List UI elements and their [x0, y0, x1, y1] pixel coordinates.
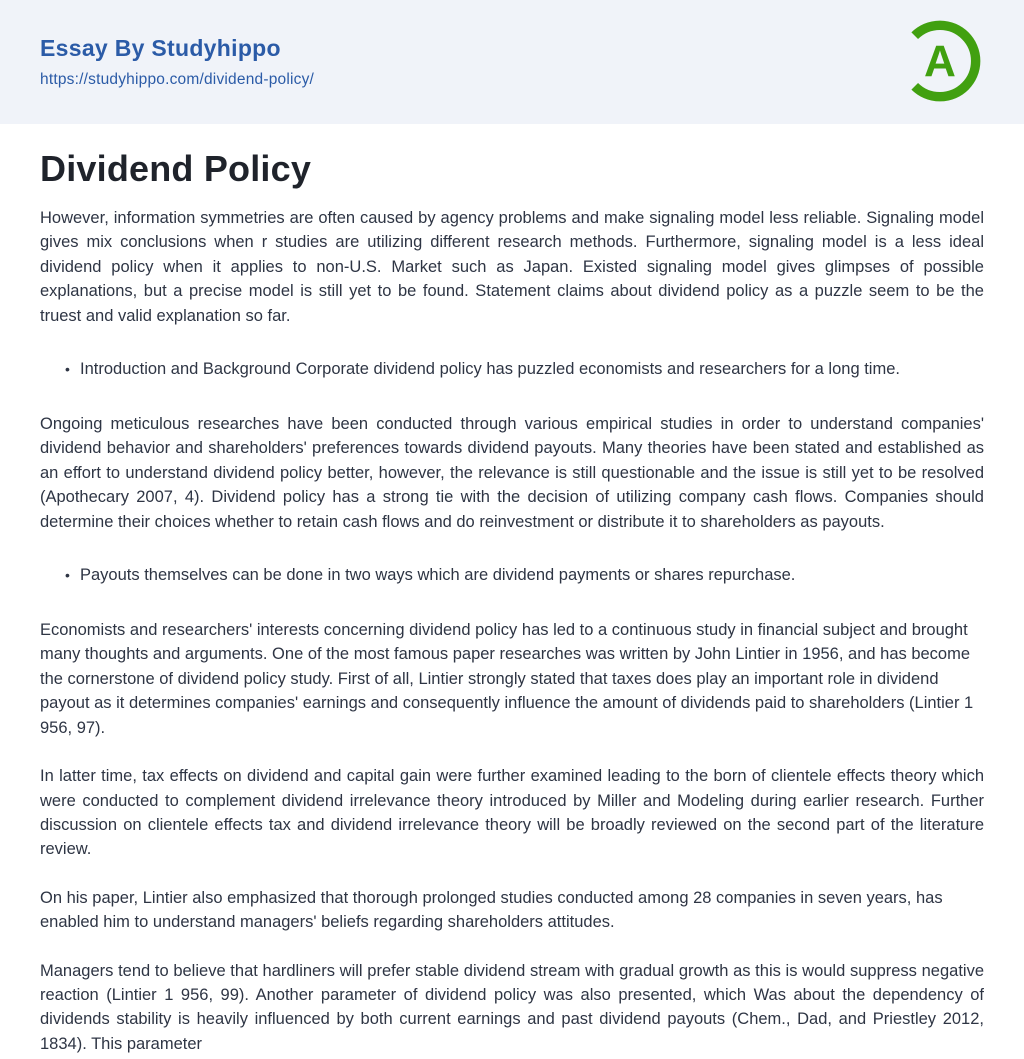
bullet-list	[40, 356, 984, 382]
page-title: Dividend Policy	[40, 148, 312, 189]
essay-content	[0, 124, 1024, 1056]
essay-paragraph: However, information symmetries are often caused by agency problems and make signaling model less reliable. Signaling model gives mix conclusions when r studies are utilizing different research methods. Furthermore, signaling model is a less ideal dividend policy when it applies to non-U.S. Market such as Japan. Existed signaling model gives glimpses of possible explanations, but a precise model is still yet to be found. Statement claims about dividend policy as a puzzle seem to be the truest and valid explanation so far.	[40, 209, 984, 325]
page-header	[0, 0, 1024, 124]
source-url-link[interactable]: https://studyhippo.com/dividend-policy/	[40, 71, 315, 88]
studyhippo-logo	[893, 14, 987, 108]
list-item	[65, 562, 984, 588]
logo-circle-icon	[893, 14, 987, 108]
bullet-list	[40, 562, 984, 588]
bullet-dot-icon: •	[65, 567, 70, 584]
essay-paragraph: Ongoing meticulous researches have been conducted through various empirical studies in order to understand companies' dividend behavior and shareholders' preferences towards dividend payouts. Many theories have been stated and established as an effort to understand dividend policy better, however, the relevance is still questionable and the issue is still yet to be resolved (Apothecary 2007, 4). Dividend policy has a strong tie with the decision of utilizing company cash flows. Companies should determine their choices whether to retain cash flows and do reinvestment or distribute it to shareholders as payouts.	[40, 415, 984, 531]
list-item	[65, 356, 984, 382]
site-title: Essay By Studyhippo	[40, 35, 281, 61]
bullet-dot-icon: •	[65, 361, 70, 378]
essay-paragraph: Economists and researchers' interests concerning dividend policy has led to a continuous study in financial subject and brought many thoughts and arguments. One of the most famous paper researches was written by John Lintier in 1956, and has become the cornerstone of dividend policy study. First of all, Lintier strongly stated that taxes does play an important role in dividend payout as it determines companies' earnings and consequently influence the amount of dividends paid to shareholders (Lintier 1 956, 97).	[40, 621, 974, 737]
essay-paragraph: Managers tend to believe that hardliners will prefer stable dividend stream with gradual growth as this is would suppress negative reaction (Lintier 1 956, 99). Another parameter of dividend policy was also presented, which Was about the dependency of dividends stability is heavily influenced by both current earnings and past dividend payouts (Chem., Dad, and Priestley 2012, 1834). This parameter	[40, 961, 984, 1053]
list-item-text: Introduction and Background Corporate dividend policy has puzzled economists and researchers for a long time.	[80, 360, 900, 379]
list-item-text: Payouts themselves can be done in two ways which are dividend payments or shares repurchase.	[80, 566, 796, 585]
logo-letter: A	[924, 37, 956, 87]
essay-paragraph: In latter time, tax effects on dividend and capital gain were further examined leading to the born of clientele effects theory which were conducted to complement dividend irrelevance theory introduced by Miller and Modeling during earlier research. Further discussion on clientele effects tax and dividend irrelevance theory will be broadly reviewed on the second part of the literature review.	[40, 767, 984, 859]
essay-paragraph: On his paper, Lintier also emphasized that thorough prolonged studies conducted among 28 companies in seven years, has enabled him to understand managers' beliefs regarding shareholders attitudes.	[40, 888, 943, 932]
